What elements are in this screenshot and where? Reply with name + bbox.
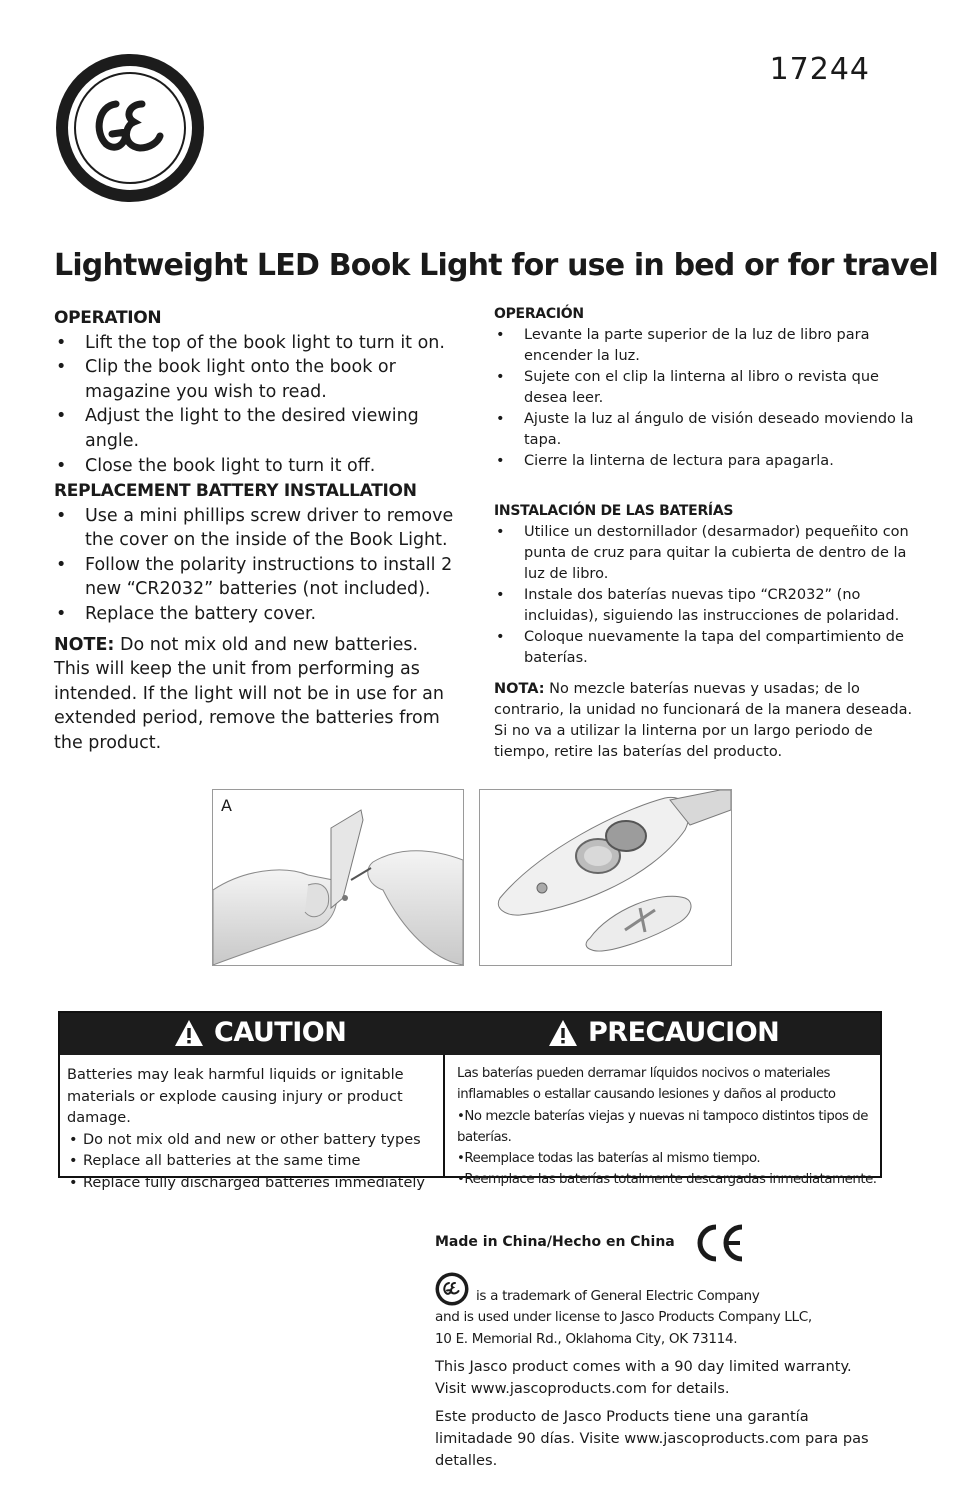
note-label: NOTE:	[54, 634, 115, 655]
hands-illustration-icon	[213, 790, 463, 965]
made-in-label: Made in China/Hecho en China	[435, 1234, 675, 1250]
list-item: •Reemplace las baterías totalmente descargadas inmediatamente.	[457, 1172, 877, 1188]
figure-a-hands-screwdriver	[212, 789, 464, 966]
list-item: • Instale dos baterías nuevas tipo “CR2032” (no incluidas), siguiendo las instrucciones de polaridad.	[494, 585, 914, 627]
ce-mark-icon	[694, 1222, 746, 1264]
list-item: • Cierre la linterna de lectura para apagarla.	[494, 451, 914, 472]
list-item: • Use a mini phillips screw driver to remove the cover on the inside of the Book Light.	[54, 504, 454, 553]
caution-divider	[443, 1055, 445, 1178]
warranty-es: Este producto de Jasco Products tiene una garantía limitadade 90 días. Visite www.jascoproducts.com para pas detalles.	[435, 1408, 869, 1469]
trademark-line: and is used under license to Jasco Products Company LLC,	[435, 1309, 812, 1326]
list-item: • Replace fully discharged batteries immediately	[67, 1173, 439, 1195]
warning-triangle-icon	[174, 1019, 204, 1047]
list-item: •No mezcle baterías viejas y nuevas ni tampoco distintos tipos de baterías.	[457, 1108, 868, 1145]
battery-section-en	[54, 479, 454, 756]
caution-title-text: PRECAUCION	[588, 1017, 780, 1048]
caution-title-en	[174, 1017, 346, 1048]
figure-b-battery-compartment	[479, 789, 732, 966]
caution-header-bar	[60, 1013, 880, 1055]
section-heading: OPERATION	[54, 308, 162, 328]
page-title: Lightweight LED Book Light for use in bed or for travel	[54, 248, 939, 283]
list-item: • Utilice un destornillador (desarmador) pequeñito con punta de cruz para quitar la cubierta de dentro de la luz de libro.	[494, 522, 914, 585]
caution-intro: Las baterías pueden derramar líquidos nocivos o materiales inflamables o estallar causando lesiones y daños al producto	[457, 1066, 836, 1103]
list-item: • Replace all batteries at the same time	[67, 1151, 439, 1173]
warning-triangle-icon	[548, 1019, 578, 1047]
caution-title-text: CAUTION	[214, 1017, 347, 1048]
list-item: •Reemplace todas las baterías al mismo tiempo.	[457, 1151, 761, 1167]
trademark-line: is a trademark of General Electric Company	[476, 1288, 760, 1304]
battery-compartment-illustration-icon	[480, 790, 731, 965]
note-es	[494, 679, 914, 763]
trademark-text	[435, 1286, 815, 1350]
note-label: NOTA:	[494, 681, 545, 697]
caution-text-en	[67, 1065, 439, 1194]
list-item: • Do not mix old and new or other battery types	[67, 1130, 439, 1152]
caution-text-es	[457, 1063, 881, 1191]
trademark-line: 10 E. Memorial Rd., Oklahoma City, OK 73114.	[435, 1330, 738, 1347]
ge-logo-icon	[54, 52, 206, 204]
battery-section-es	[494, 501, 914, 763]
list-item: • Lift the top of the book light to turn it on.	[54, 331, 454, 356]
warranty-en: This Jasco product comes with a 90 day limited warranty. Visit www.jascoproducts.com for details.	[435, 1358, 852, 1397]
model-number: 17244	[769, 52, 870, 87]
note-text: No mezcle baterías nuevas y usadas; de lo contrario, la unidad no funcionará de la manera deseada. Si no va a utilizar la linterna por un largo periodo de tiempo, retire las baterías del producto.	[494, 681, 913, 760]
caution-title-es	[548, 1017, 779, 1048]
list-item: • Clip the book light onto the book or magazine you wish to read.	[54, 355, 454, 404]
caution-box	[58, 1011, 882, 1191]
note-text: Do not mix old and new batteries. This will keep the unit from performing as intended. If the light will not be in use for an extended period, remove the batteries from the product.	[54, 634, 444, 753]
section-heading: REPLACEMENT BATTERY INSTALLATION	[54, 481, 417, 501]
list-item: • Sujete con el clip la linterna al libro o revista que desea leer.	[494, 367, 914, 409]
list-item: • Ajuste la luz al ángulo de visión deseado moviendo la tapa.	[494, 409, 914, 451]
caution-intro: Batteries may leak harmful liquids or ignitable materials or explode causing injury or product damage.	[67, 1067, 404, 1126]
figure-label: A	[221, 796, 232, 815]
list-item: • Coloque nuevamente la tapa del compartimiento de baterías.	[494, 627, 914, 669]
section-heading: INSTALACIÓN DE LAS BATERÍAS	[494, 503, 734, 519]
list-item: • Follow the polarity instructions to install 2 new “CR2032” batteries (not included).	[54, 553, 454, 602]
note-en	[54, 633, 454, 756]
list-item: • Levante la parte superior de la luz de libro para encender la luz.	[494, 325, 914, 367]
operation-section-es	[494, 304, 914, 472]
list-item: • Adjust the light to the desired viewing angle.	[54, 404, 454, 453]
operation-section-en	[54, 306, 454, 478]
section-heading: OPERACIÓN	[494, 306, 584, 322]
list-item: • Replace the battery cover.	[54, 602, 454, 627]
list-item: • Close the book light to turn it off.	[54, 454, 454, 479]
